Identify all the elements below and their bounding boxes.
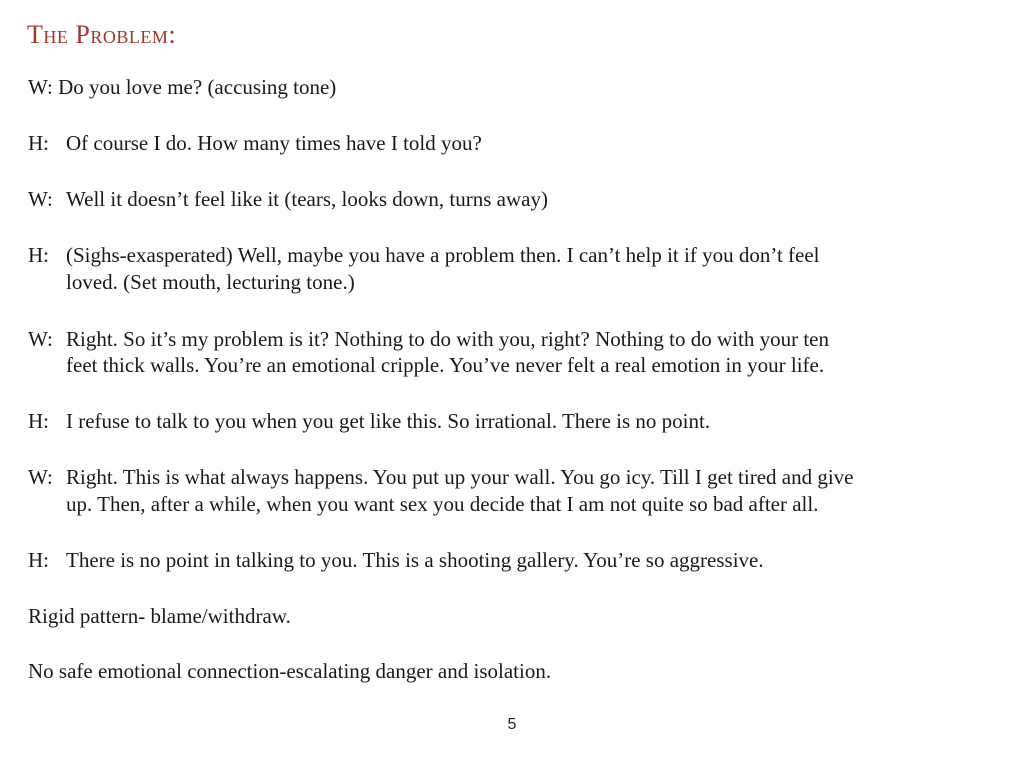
- speaker-label: H:: [28, 409, 49, 433]
- dialogue-line-5: [28, 326, 829, 353]
- speaker-label: H:: [28, 131, 49, 155]
- speaker-label: W:: [28, 465, 53, 489]
- speaker-label: H:: [28, 548, 49, 572]
- page-number: 5: [507, 716, 517, 733]
- summary-connection: No safe emotional connection-escalating danger and isolation.: [28, 659, 552, 683]
- dialogue-line-5-continuation: feet thick walls. You’re an emotional cripple. You’ve never felt a real emotion in your life.: [66, 353, 825, 377]
- dialogue-text: (Sighs-exasperated) Well, maybe you have a problem then. I can’t help it if you don’t feel: [66, 243, 820, 267]
- dialogue-text: Of course I do. How many times have I told you?: [66, 131, 482, 155]
- dialogue-text: Right. So it’s my problem is it? Nothing to do with you, right? Nothing to do with your ten: [66, 327, 829, 351]
- dialogue-line-4: [28, 242, 820, 269]
- dialogue-text: Right. This is what always happens. You put up your wall. You go icy. Till I get tired and give: [66, 465, 854, 489]
- dialogue-line-4-continuation: loved. (Set mouth, lecturing tone.): [66, 270, 355, 294]
- speaker-label: W:: [28, 75, 53, 99]
- summary-pattern: Rigid pattern- blame/withdraw.: [28, 604, 291, 628]
- dialogue-text: Do you love me? (accusing tone): [58, 75, 337, 99]
- dialogue-line-2: [28, 130, 482, 157]
- slide-title: The Problem:: [27, 20, 177, 49]
- dialogue-text: I refuse to talk to you when you get like this. So irrational. There is no point.: [66, 409, 711, 433]
- dialogue-line-8: [28, 547, 764, 574]
- speaker-label: W:: [28, 327, 53, 351]
- dialogue-line-1: [28, 74, 336, 101]
- dialogue-text: Well it doesn’t feel like it (tears, looks down, turns away): [66, 187, 548, 211]
- speaker-label: H:: [28, 243, 49, 267]
- speaker-label: W:: [28, 187, 53, 211]
- dialogue-line-7: [28, 464, 854, 491]
- dialogue-line-6: [28, 408, 710, 435]
- dialogue-line-7-continuation: up. Then, after a while, when you want sex you decide that I am not quite so bad after all.: [66, 492, 819, 516]
- dialogue-line-3: [28, 186, 548, 213]
- dialogue-text: There is no point in talking to you. This is a shooting gallery. You’re so aggressive.: [66, 548, 764, 572]
